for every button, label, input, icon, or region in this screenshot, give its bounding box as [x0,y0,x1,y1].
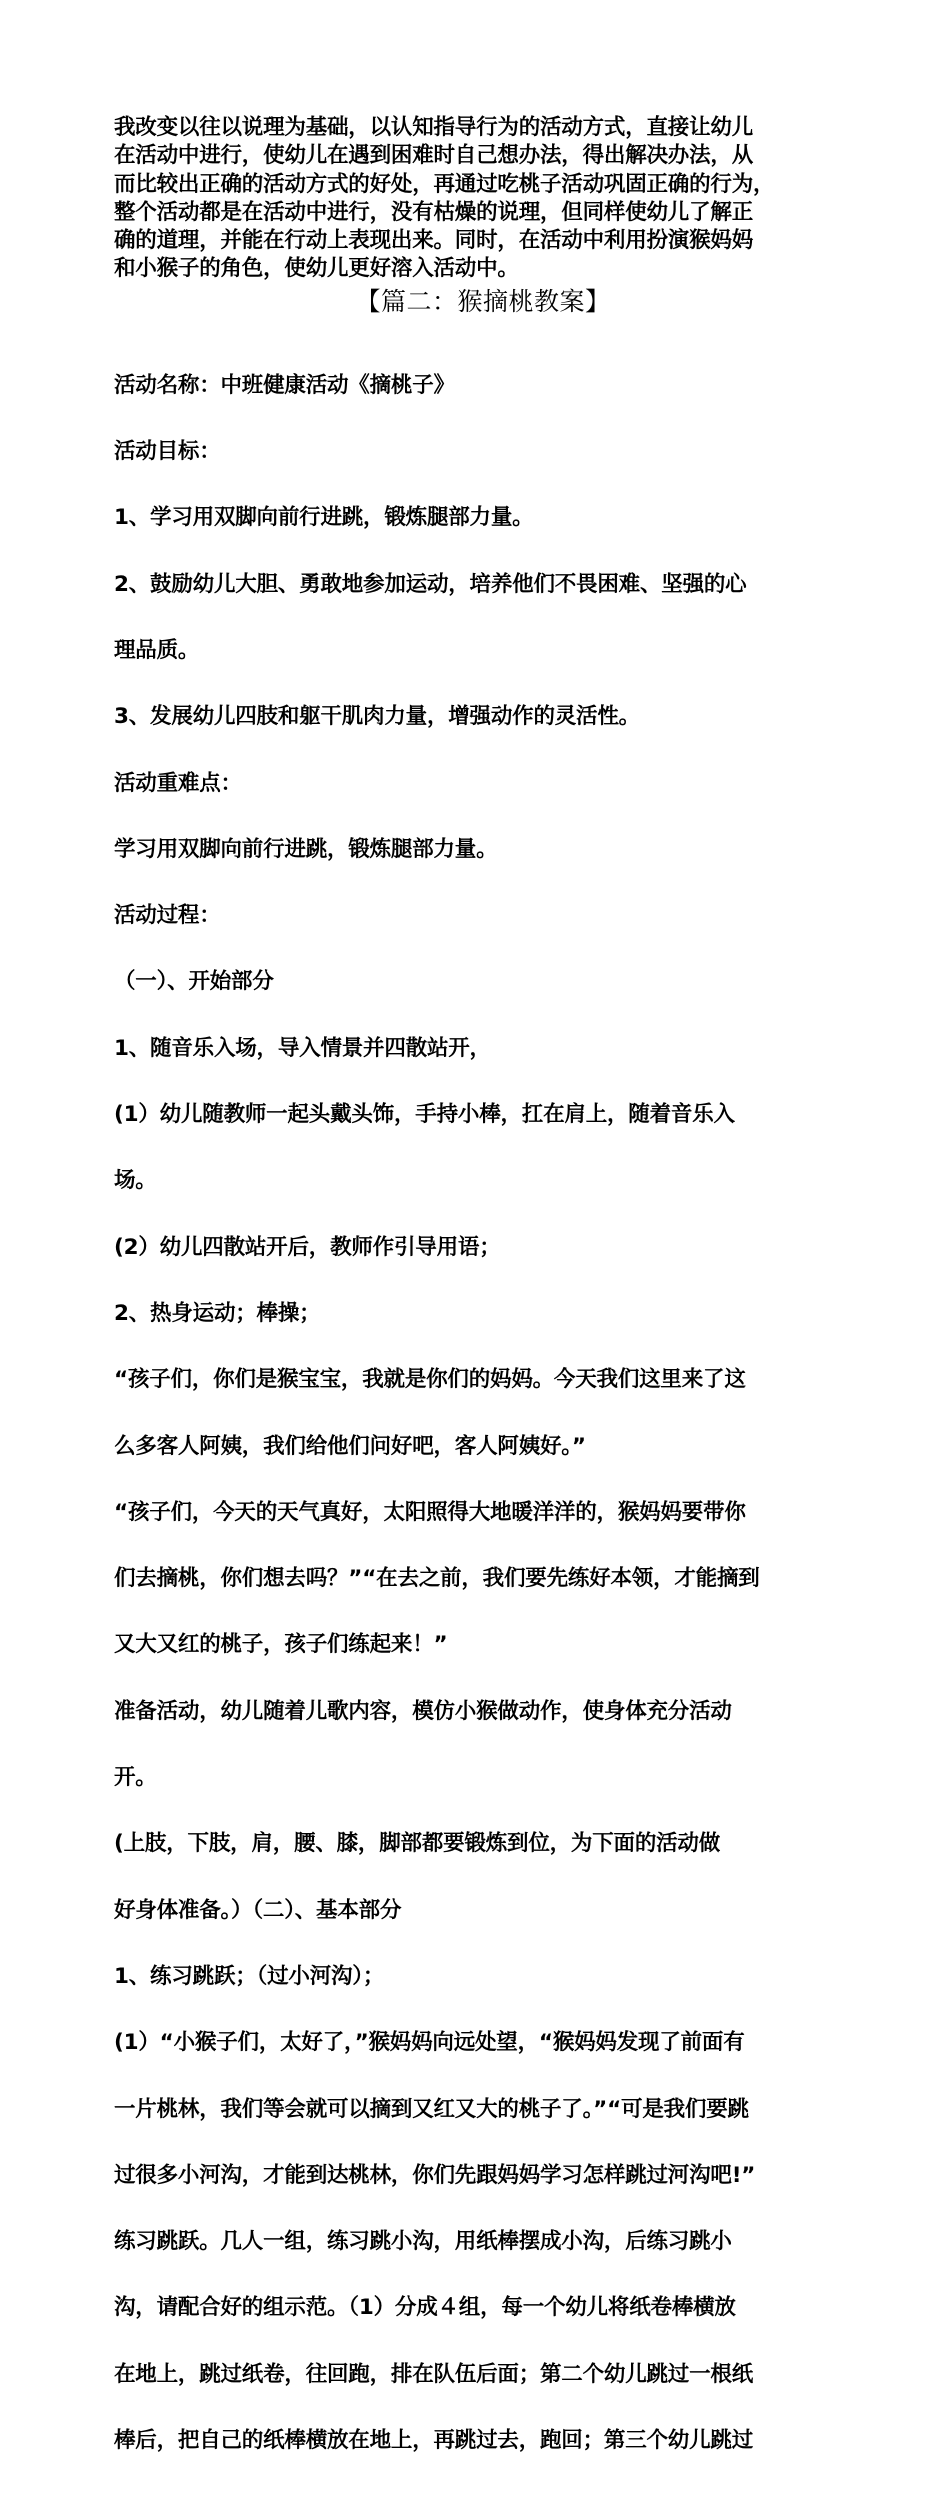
body-line: 好身体准备。）（二）、基本部分 [114,1897,402,1923]
body-line: (2）幼儿四散站开后，教师作引导用语； [114,1234,501,1260]
body-line: 准备活动，幼儿随着儿歌内容，模仿小猴做动作，使身体充分活动 [114,1698,732,1724]
body-line: 场。 [114,1168,157,1194]
body-line: 2、鼓励幼儿大胆、勇敢地参加运动，培养他们不畏困难、坚强的心 [114,571,747,597]
intro-line: 整个活动都是在活动中进行，没有枯燥的说理，但同样使幼儿了解正 [114,199,754,225]
body-line: 棒后，把自己的纸棒横放在地上，再跳过去，跑回；第三个幼儿跳过 [114,2427,754,2453]
intro-line: 确的道理，并能在行动上表现出来。同时，在活动中利用扮演猴妈妈 [114,228,754,254]
body-line: (1）幼儿随教师一起头戴头饰，手持小棒，扛在肩上，随着音乐入 [114,1102,735,1128]
body-line: 么多客人阿姨，我们给他们问好吧，客人阿姨好。” [114,1433,586,1459]
intro-line: 而比较出正确的活动方式的好处，再通过吃桃子活动巩固正确的行为， [114,171,775,197]
body-line: 开。 [114,1765,157,1791]
body-line: (上肢，下肢，肩，腰、膝，脚部都要锻炼到位，为下面的活动做 [114,1831,721,1857]
intro-line: 和小猴子的角色，使幼儿更好溶入活动中。 [114,256,519,282]
intro-line: 在活动中进行，使幼儿在遇到困难时自己想办法，得出解决办法，从 [114,143,754,169]
body-line: 沟，请配合好的组示范。（1）分成４组，每一个幼儿将纸卷棒横放 [114,2295,736,2321]
intro-line: 我改变以往以说理为基础，以认知指导行为的活动方式，直接让幼儿 [114,115,754,140]
body-line: 在地上，跳过纸卷，往回跑，排在队伍后面；第二个幼儿跳过一根纸 [114,2361,754,2387]
body-line: 活动过程： [114,903,221,929]
body-line: 1、学习用双脚向前行进跳，锻炼腿部力量。 [114,505,534,531]
body-line: “孩子们，你们是猴宝宝，我就是你们的妈妈。今天我们这里来了这 [114,1367,746,1393]
body-line: 练习跳跃。几人一组，练习跳小沟，用纸棒摆成小沟，后练习跳小 [114,2229,732,2255]
body-line: 2、热身运动；棒操； [114,1300,321,1326]
document-page [114,114,838,2493]
body-line: 过很多小河沟，才能到达桃林，你们先跟妈妈学习怎样跳过河沟吧!” [114,2162,756,2188]
body-line: 1、随音乐入场，导入情景并四散站开， [114,1035,491,1061]
body-line: 3、发展幼儿四肢和躯干肌肉力量，增强动作的灵活性。 [114,704,640,730]
body-line: 活动重难点： [114,770,242,796]
body-line: 又大又红的桃子，孩子们练起来！” [114,1632,448,1658]
body-line: 1、练习跳跃；（过小河沟）； [114,1963,385,1989]
body-line: “孩子们，今天的天气真好，太阳照得大地暖洋洋的，猴妈妈要带你 [114,1499,746,1525]
intro-paragraph [114,114,838,284]
body-line: 理品质。 [114,637,200,663]
body-line: （一）、开始部分 [114,969,274,995]
body-line: 学习用双脚向前行进跳，锻炼腿部力量。 [114,836,498,862]
body-line: 一片桃林，我们等会就可以摘到又红又大的桃子了。”“可是我们要跳 [114,2096,749,2122]
lesson-plan-body [114,334,838,2493]
body-line: (1）“小猴子们，太好了，”猴妈妈向远处望，“猴妈妈发现了前面有 [114,2030,745,2056]
section-title: 【篇二：猴摘桃教案】 [355,286,611,316]
body-line: 活动名称：中班健康活动《摘桃子》 [114,372,455,398]
body-line: 们去摘桃，你们想去吗？”“在去之前，我们要先练好本领，才能摘到 [114,1566,760,1592]
body-line: 活动目标： [114,439,221,465]
